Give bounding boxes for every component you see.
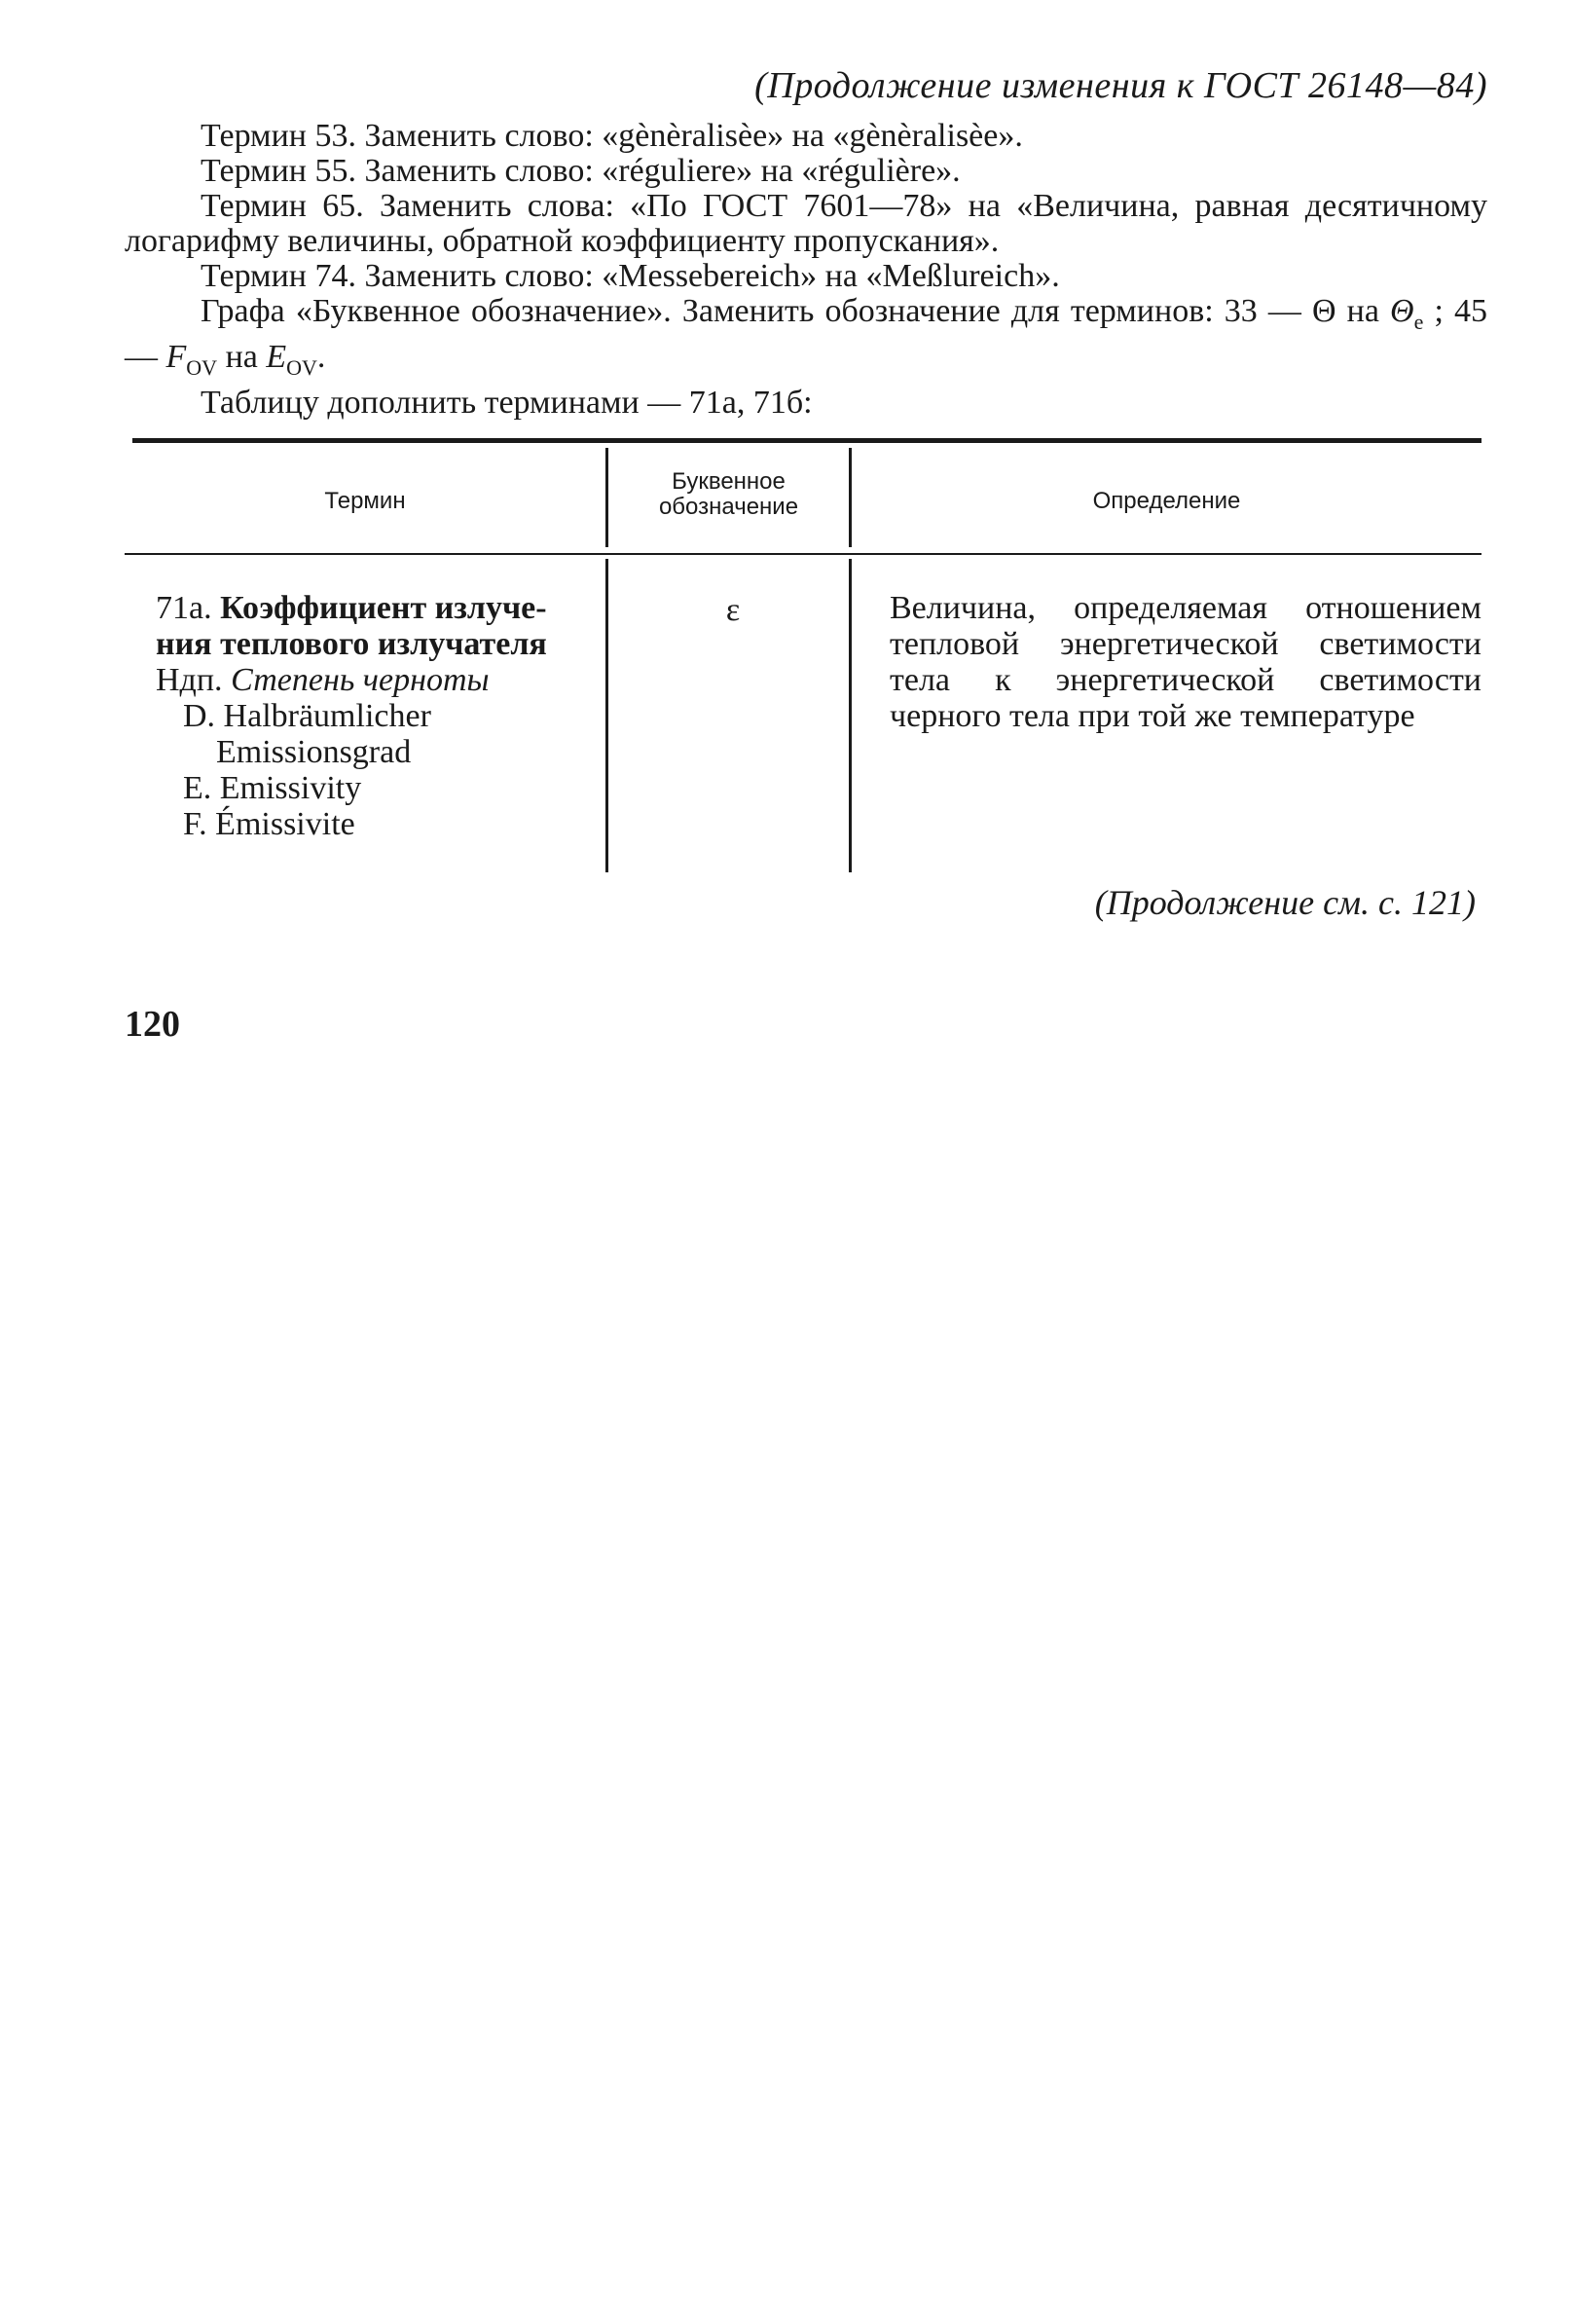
term-name-part-2: ния теплового излучателя xyxy=(156,626,547,662)
symbol-column-text: Графа «Буквенное обозначение». Заменить обозначение для терминов: 33 — xyxy=(201,293,1301,329)
term-not-recommended xyxy=(156,662,584,698)
table-header-rule xyxy=(125,553,1482,555)
symbol-cell: ε xyxy=(725,592,741,628)
term-german: D. Halbräumlicher xyxy=(183,698,431,734)
term-cell xyxy=(156,590,584,842)
word-na-2: на xyxy=(225,338,258,375)
table-top-rule xyxy=(132,438,1482,443)
continued-note: (Продолжение см. с. 121) xyxy=(1094,883,1476,922)
term-name-part-1: Коэффициент излуче- xyxy=(220,590,547,626)
amendment-text xyxy=(125,119,1487,421)
symbol-f: F xyxy=(165,338,187,375)
ndp-label: Ндп. xyxy=(156,662,223,698)
term-german-cont: Emissionsgrad xyxy=(216,734,412,770)
header-symbol-line-1: Буквенное xyxy=(672,468,786,495)
paragraph-term-55: Термин 55. Заменить слово: «réguliere» на «régulière». xyxy=(201,153,961,189)
paragraph-term-65: Термин 65. Заменить слова: «По ГОСТ 7601—78» на «Величина, равная десятичному логарифму величины, обратной коэффициенту пропускания». xyxy=(125,188,1487,259)
paragraph-symbol-column xyxy=(125,294,1487,386)
separator-45: ; 45 — xyxy=(125,293,1487,375)
terms-table xyxy=(125,438,1482,876)
ndp-value: Степень черноты xyxy=(231,662,490,698)
column-divider-1-body xyxy=(605,559,608,872)
word-na: на xyxy=(1346,293,1379,329)
period: . xyxy=(316,338,326,375)
header-definition: Определение xyxy=(1092,488,1241,514)
term-french: F. Émissivite xyxy=(183,806,355,842)
running-title: (Продолжение изменения к ГОСТ 26148—84) xyxy=(754,65,1487,106)
subscript-e: e xyxy=(1413,309,1424,334)
paragraph-term-53: Термин 53. Заменить слово: «gènèralisèe» на «gènèralisèe». xyxy=(201,118,1023,154)
subscript-ov-2: OV xyxy=(286,354,317,380)
header-term: Термин xyxy=(324,488,406,514)
term-english: E. Emissivity xyxy=(183,770,362,806)
header-symbol-line-2: обозначение xyxy=(658,494,799,520)
paragraph-term-74: Термин 74. Заменить слово: «Messebereich» на «Meßlureich». xyxy=(201,258,1060,294)
paragraph-table-intro: Таблицу дополнить терминами — 71а, 71б: xyxy=(201,384,813,421)
definition-cell: Величина, определяемая отношением тепловой энергетической светимости тела к энергетической светимости черного тела при той же температуре xyxy=(890,590,1482,734)
symbol-theta: Θ xyxy=(1311,293,1336,329)
symbol-e: E xyxy=(266,338,287,375)
term-number: 71а. xyxy=(156,590,212,626)
term-line-1 xyxy=(156,590,584,626)
page-number: 120 xyxy=(125,1004,180,1045)
header-symbol xyxy=(608,469,849,520)
subscript-ov-1: OV xyxy=(186,354,218,380)
symbol-theta-e: Θ xyxy=(1390,293,1414,329)
